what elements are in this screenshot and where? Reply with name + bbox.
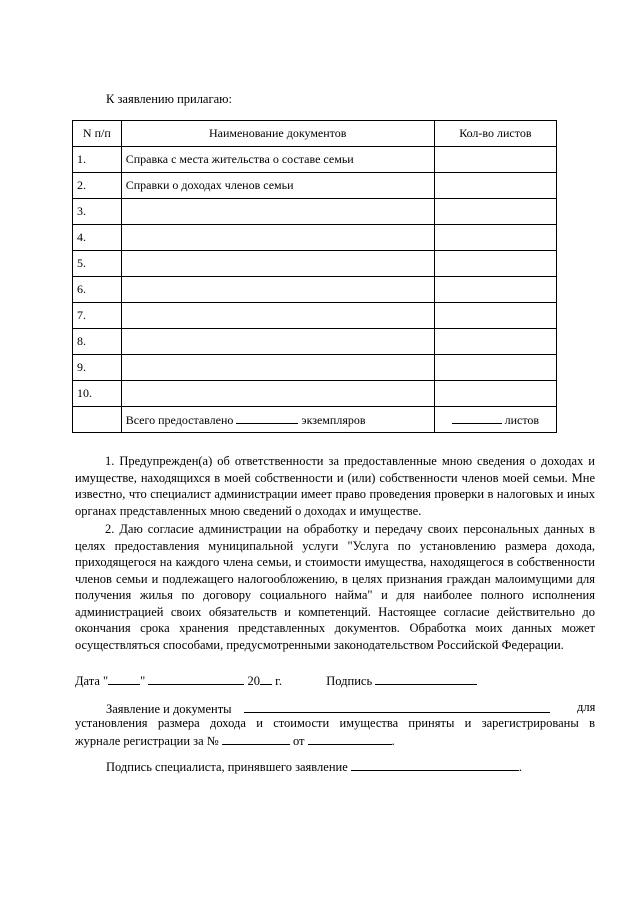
table-row (73, 251, 557, 277)
total-row (73, 407, 557, 433)
date-month-field[interactable] (148, 672, 244, 685)
table-row (73, 277, 557, 303)
row-sheet-count-cell (434, 277, 556, 303)
specialist-signature-field[interactable] (351, 758, 519, 771)
total-suffix: экземпляров (301, 413, 366, 427)
table-row (73, 329, 557, 355)
specialist-dot: . (518, 760, 523, 774)
total-copies-cell (121, 407, 434, 433)
row-doc-name-cell (121, 303, 434, 329)
sheets-blank-field[interactable] (452, 411, 502, 424)
date-label: Дата " (75, 674, 109, 688)
total-sheets-cell (434, 407, 556, 433)
date-signature-line (75, 672, 477, 689)
journal-number-field[interactable] (222, 732, 290, 745)
year-prefix: 20 (247, 674, 261, 688)
registration-start: Заявление и документы (106, 702, 232, 716)
row-doc-name-cell (121, 277, 434, 303)
paragraph-responsibility (75, 453, 595, 519)
row-sheet-count-cell (434, 355, 556, 381)
row-number-cell: 5. (73, 251, 122, 277)
total-prefix: Всего предоставлено (125, 413, 234, 427)
paragraph-consent-text: 2. Даю согласие администрации на обработку и передачу своих персональных данных в целях предоставления муниципальной услуги "Услуга по установлению размера дохода, приходящегося на каждого члена семьи, и стоимости имущества, находящегося в собственности членов семьи и подлежащего налогообложению, в целях признания граждан малоимущими для получения жилья по договору социального найма" и для наиболее полного исполнения администрацией своих обязательств и компетенций. Настоящее согласие действительно до окончания срока хранения представленных документов. Обработка моих данных может осуществляться способами, предусмотренными законодательством Российской Федерации. (75, 522, 595, 652)
date-quote: " (140, 674, 146, 688)
header-doc-name: Наименование документов (121, 121, 434, 147)
attachments-intro: К заявлению прилагаю: (106, 92, 232, 106)
registration-docs-field[interactable] (244, 700, 550, 713)
row-sheet-count-cell (434, 225, 556, 251)
specialist-label: Подпись специалиста, принявшего заявление (106, 760, 348, 774)
table-row (73, 381, 557, 407)
signature-label: Подпись (326, 674, 373, 688)
date-year-field[interactable] (260, 672, 272, 685)
table-row (73, 355, 557, 381)
row-sheet-count-cell (434, 251, 556, 277)
row-number-cell: 7. (73, 303, 122, 329)
year-suffix: г. (275, 674, 282, 688)
journal-label: журнале регистрации за № (75, 734, 219, 748)
row-number-cell: 3. (73, 199, 122, 225)
row-sheet-count-cell (434, 329, 556, 355)
sheets-suffix: листов (504, 413, 540, 427)
row-sheet-count-cell (434, 173, 556, 199)
table-row (73, 147, 557, 173)
table-row (73, 199, 557, 225)
row-doc-name-cell (121, 225, 434, 251)
row-number-cell: 2. (73, 173, 122, 199)
copies-blank-field[interactable] (236, 411, 298, 424)
row-sheet-count-cell (434, 381, 556, 407)
paragraph-consent (75, 521, 595, 653)
row-number-cell: 9. (73, 355, 122, 381)
documents-table (72, 120, 557, 433)
row-sheet-count-cell (434, 199, 556, 225)
row-doc-name-cell (121, 251, 434, 277)
signature-field[interactable] (375, 672, 477, 685)
row-number-cell: 4. (73, 225, 122, 251)
row-doc-name-cell (121, 329, 434, 355)
table-body (73, 147, 557, 407)
table-row (73, 303, 557, 329)
row-doc-name-cell: Справки о доходах членов семьи (121, 173, 434, 199)
row-doc-name-cell (121, 381, 434, 407)
paragraph-responsibility-text: 1. Предупрежден(а) об ответственности за предоставленные мною сведения о доходах и имуществе, находящихся в моей собственности и (или) собственности членов моей семьи. Мне известно, что специалист администрации имеет право проведения проверки в налоговых и иных органах представленных мною сведений о доходах и имуществе. (75, 454, 595, 518)
header-number: N п/п (73, 121, 122, 147)
row-number-cell: 1. (73, 147, 122, 173)
registration-dot: . (391, 734, 395, 748)
row-doc-name-cell (121, 199, 434, 225)
specialist-signature-line (106, 758, 522, 775)
registration-line-1 (106, 700, 550, 717)
row-sheet-count-cell (434, 147, 556, 173)
header-sheet-count: Кол-во листов (434, 121, 556, 147)
journal-date-field[interactable] (308, 732, 392, 745)
row-number-cell: 10. (73, 381, 122, 407)
row-doc-name-cell: Справка с места жительства о составе семьи (121, 147, 434, 173)
registration-line-3 (75, 732, 395, 749)
table-header-row (73, 121, 557, 147)
row-doc-name-cell (121, 355, 434, 381)
row-sheet-count-cell (434, 303, 556, 329)
registration-line-2: установления размера дохода и стоимости имущества приняты и зарегистрированы в (75, 716, 595, 730)
total-empty-cell (73, 407, 122, 433)
row-number-cell: 6. (73, 277, 122, 303)
registration-for: для (577, 700, 596, 714)
date-day-field[interactable] (108, 672, 140, 685)
row-number-cell: 8. (73, 329, 122, 355)
from-label: от (292, 734, 305, 748)
table-row (73, 173, 557, 199)
table-row (73, 225, 557, 251)
